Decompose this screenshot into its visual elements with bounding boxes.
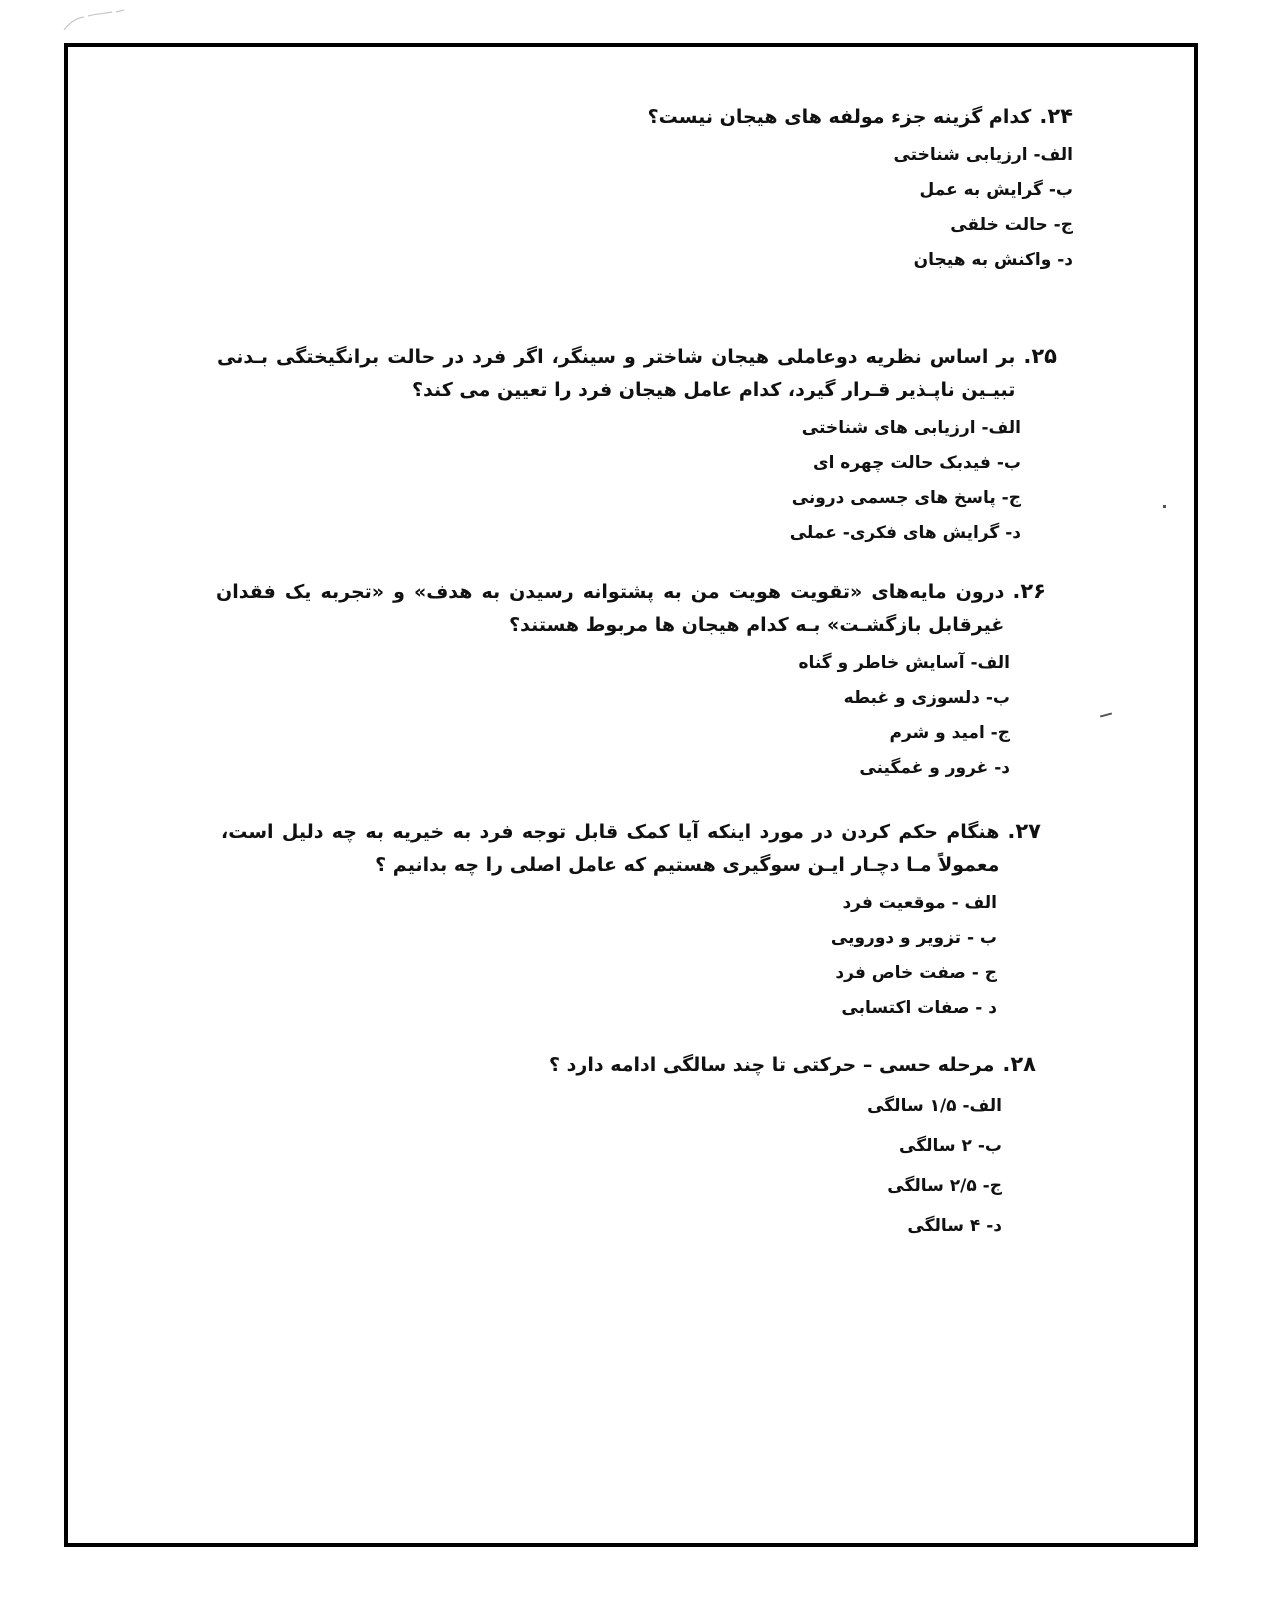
question-28	[536, 1048, 1036, 1246]
option-be: ب- گرایش به عمل	[919, 180, 1073, 200]
option-dal: د - صفات اکتسابی	[841, 998, 997, 1018]
option-dal: د- گرایش های فکری- عملی	[789, 523, 1021, 543]
option-jim: ج- حالت خلقی	[950, 215, 1073, 235]
question-header	[221, 815, 1041, 882]
option-be: ب- ۲ سالگی	[899, 1136, 1002, 1156]
question-text: مرحله حسی – حرکتی تا چند سالگی ادامه دارد ؟	[549, 1054, 995, 1076]
options-list	[217, 411, 1021, 551]
question-number: ۲۶.	[1012, 579, 1046, 603]
option-alef: الف- ارزیابی شناختی	[893, 145, 1073, 165]
question-header	[473, 100, 1073, 134]
option-jim: ج- پاسخ های جسمی درونی	[791, 488, 1021, 508]
question-number: ۲۸.	[1002, 1052, 1036, 1076]
stray-mark	[1163, 505, 1166, 508]
options-list	[221, 886, 997, 1026]
option-dal: د- واکنش به هیجان	[913, 250, 1073, 270]
question-number: ۲۵.	[1023, 344, 1057, 368]
question-number: ۲۴.	[1039, 104, 1073, 128]
option-dal: د- غرور و غمگینی	[859, 758, 1010, 778]
question-27	[221, 815, 1041, 1026]
question-text: کدام گزینه جزء مولفه های هیجان نیست؟	[647, 106, 1032, 128]
question-25	[217, 340, 1057, 551]
question-header	[216, 575, 1046, 642]
option-jim: ج - صفت خاص فرد	[835, 963, 997, 983]
question-header	[217, 340, 1057, 407]
option-jim: ج- امید و شرم	[889, 723, 1010, 743]
question-number: ۲۷.	[1007, 819, 1041, 843]
option-be: ب - تزویر و دورویی	[830, 928, 997, 948]
option-alef: الف- ۱/۵ سالگی	[867, 1096, 1002, 1116]
scan-pencil-mark	[62, 8, 132, 34]
option-jim: ج- ۲/۵ سالگی	[887, 1176, 1002, 1196]
option-be: ب- فیدبک حالت چهره ای	[812, 453, 1021, 473]
option-alef: الف- ارزیابی های شناختی	[801, 418, 1021, 438]
question-26	[216, 575, 1046, 786]
question-text: بر اساس نظریه دوعاملی هیجان شاختر و سینگر، اگر فرد در حالت برانگیختگی بـدنی تبیـین ناپـذیر قـرار گیرد، کدام عامل هیجان فرد را تعیین می کند؟	[217, 346, 1016, 401]
question-header	[536, 1048, 1036, 1082]
option-dal: د- ۴ سالگی	[907, 1216, 1002, 1236]
question-text: درون مایه‌های «تقویت هویت من به پشتوانه رسیدن به هدف» و «تجربه یک فقدان غیرقابل بازگشـت» بـه کدام هیجان ها مربوط هستند؟	[216, 581, 1005, 636]
option-alef: الف - موقعیت فرد	[842, 893, 997, 913]
options-list	[216, 646, 1010, 786]
option-be: ب- دلسوزی و غبطه	[843, 688, 1010, 708]
question-text: هنگام حکم کردن در مورد اینکه آیا کمک قابل توجه فرد به خیریه به چه دلیل است، معمولاً مـا دچـار ایـن سوگیری هستیم که عامل اصلی را چه بدانیم ؟	[221, 821, 1000, 876]
option-alef: الف- آسایش خاطر و گناه	[798, 653, 1010, 673]
question-24	[473, 100, 1073, 278]
options-list	[473, 138, 1073, 278]
options-list	[536, 1086, 1002, 1246]
